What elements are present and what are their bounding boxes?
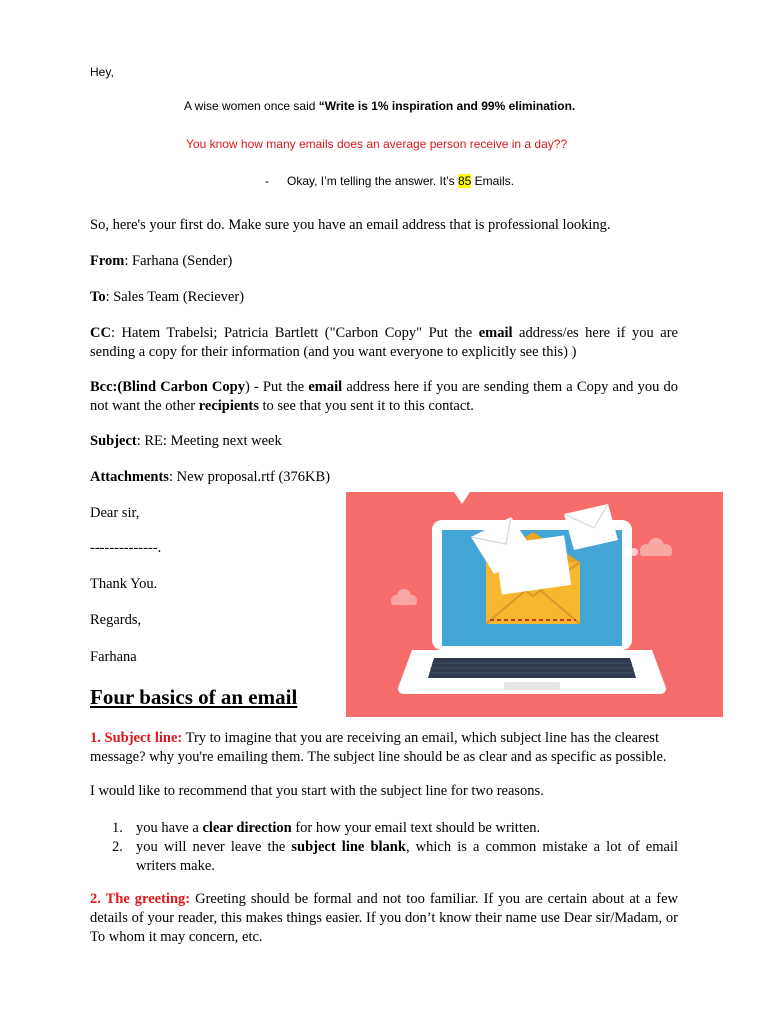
subject-line-label: 1. Subject line: bbox=[90, 730, 183, 746]
greeting-text: Greeting should be formal and not too familiar. If you are certain about at a few details of your reader, this makes things easier. If you don’t know their name use Dear sir/Madam, or To whom it may concern, etc. bbox=[90, 891, 678, 945]
answer-number: 85 bbox=[457, 174, 472, 188]
bcc-text-cont: address here if you are sending them a Copy and you do not want the other bbox=[90, 379, 678, 414]
laptop-touchpad bbox=[504, 682, 560, 690]
bcc-label: Bcc:(Blind Carbon Copy bbox=[90, 379, 245, 395]
list-number: 1. bbox=[112, 820, 123, 836]
cc-bold-email: email bbox=[478, 325, 513, 341]
attachments-value: : New proposal.rtf (376KB) bbox=[168, 469, 331, 485]
attachments-label: Attachments bbox=[90, 469, 169, 485]
subject-line-paragraph bbox=[90, 729, 678, 767]
cc-text-cont: address/es here if you are sending a copy for their information (and you want everyone to explicitly see this) ) bbox=[90, 325, 678, 360]
cc-paragraph bbox=[90, 324, 678, 362]
body-placeholder: --------------. bbox=[90, 540, 162, 556]
list-item bbox=[90, 838, 678, 876]
signature-line: Farhana bbox=[90, 649, 137, 665]
to-line bbox=[90, 289, 244, 306]
bcc-bold-email: email bbox=[308, 379, 343, 395]
subject-value: : RE: Meeting next week bbox=[136, 433, 282, 449]
from-line bbox=[90, 253, 232, 270]
quote-prefix: A wise women once said bbox=[184, 99, 319, 113]
bcc-text: ) - Put the bbox=[244, 379, 309, 395]
salutation: Dear sir, bbox=[90, 505, 140, 521]
answer-dash: - bbox=[265, 174, 269, 188]
laptop-email-illustration bbox=[346, 492, 723, 717]
subject-line bbox=[90, 433, 282, 450]
quote-line bbox=[184, 99, 575, 113]
recommend-paragraph: I would like to recommend that you start with the subject line for two reasons. bbox=[90, 783, 544, 799]
attachments-line bbox=[90, 469, 330, 486]
list-number: 2. bbox=[112, 839, 123, 855]
list-text: you will never leave the bbox=[136, 839, 292, 855]
question-line: You know how many emails does an average person receive in a day?? bbox=[186, 137, 568, 151]
answer-prefix: Okay, I’m telling the answer. It’s bbox=[287, 174, 458, 188]
cc-text: : Hatem Trabelsi; Patricia Bartlett ("Carbon Copy" Put the bbox=[110, 325, 479, 341]
first-do-paragraph: So, here's your first do. Make sure you have an email address that is professional looking. bbox=[90, 217, 611, 233]
bcc-bold-recipients: recipients bbox=[198, 398, 259, 414]
list-text-end: for how your email text should be written. bbox=[291, 820, 541, 836]
to-value: : Sales Team (Reciever) bbox=[105, 289, 245, 305]
list-text-end: , which is a common mistake a lot of email writers make. bbox=[136, 839, 678, 874]
list-bold: clear direction bbox=[202, 820, 292, 836]
list-item bbox=[90, 819, 678, 838]
cc-label: CC bbox=[90, 325, 111, 341]
to-label: To bbox=[90, 289, 106, 305]
list-text: you have a bbox=[136, 820, 203, 836]
from-label: From bbox=[90, 253, 125, 269]
regards-line: Regards, bbox=[90, 612, 142, 628]
greeting-label: 2. The greeting: bbox=[90, 891, 191, 907]
bcc-text-end: to see that you sent it to this contact. bbox=[258, 398, 474, 414]
reasons-list bbox=[90, 819, 678, 876]
answer-suffix: Emails. bbox=[471, 174, 515, 188]
thanks-line: Thank You. bbox=[90, 576, 158, 592]
subject-line-text: Try to imagine that you are receiving an email, which subject line has the clearest message? why you're emailing them. The subject line should be as clear and as specific as possible. bbox=[90, 730, 667, 765]
from-value: : Farhana (Sender) bbox=[124, 253, 233, 269]
greeting-paragraph bbox=[90, 890, 678, 947]
greeting-line: Hey, bbox=[90, 65, 114, 79]
bcc-paragraph bbox=[90, 378, 678, 416]
quote-text: “Write is 1% inspiration and 99% elimination. bbox=[318, 99, 576, 113]
section-heading: Four basics of an email bbox=[90, 685, 298, 709]
list-bold: subject line blank bbox=[291, 839, 406, 855]
subject-label: Subject bbox=[90, 433, 137, 449]
answer-line bbox=[287, 174, 514, 188]
